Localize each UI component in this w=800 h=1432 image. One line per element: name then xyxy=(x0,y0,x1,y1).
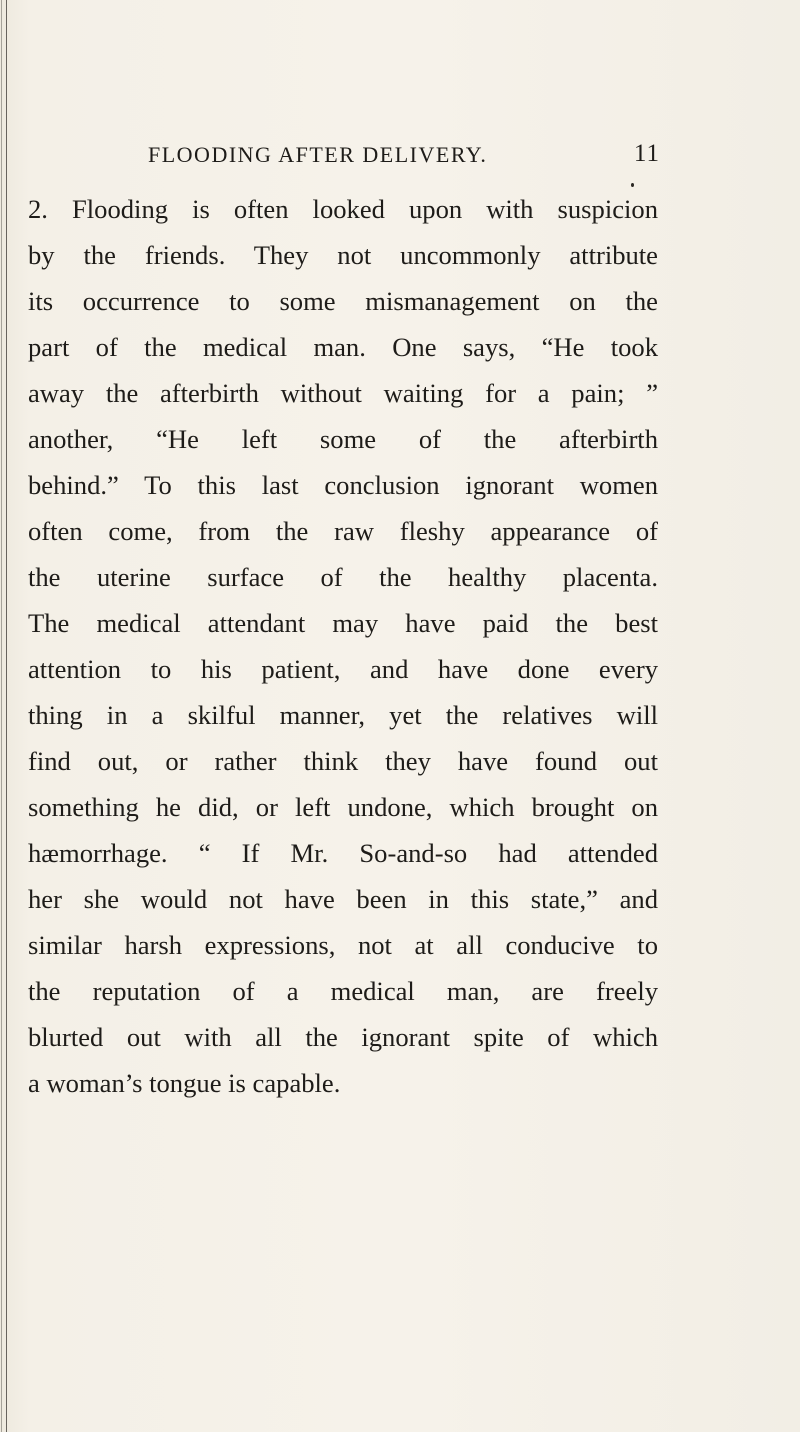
text-line: a woman’s tongue is capable. xyxy=(28,1068,341,1098)
running-head xyxy=(148,142,660,172)
text-line: part of the medical man. One says, “He took xyxy=(28,332,658,362)
text-line: The medical attendant may have paid the best xyxy=(28,608,658,638)
text-line: attention to his patient, and have done every xyxy=(28,654,658,684)
page-edge-line xyxy=(6,0,7,1432)
text-line: 2. Flooding is often looked upon with suspicion xyxy=(28,194,658,224)
text-line: behind.” To this last conclusion ignorant women xyxy=(28,470,658,500)
text-line: often come, from the raw fleshy appearance of xyxy=(28,516,658,546)
text-line: something he did, or left undone, which brought on xyxy=(28,792,658,822)
text-line: thing in a skilful manner, yet the relatives will xyxy=(28,700,658,730)
text-line: similar harsh expressions, not at all conducive to xyxy=(28,930,658,960)
text-line: the uterine surface of the healthy placenta. xyxy=(28,562,658,592)
text-line: blurted out with all the ignorant spite of which xyxy=(28,1022,658,1052)
text-line: another, “He left some of the afterbirth xyxy=(28,424,658,454)
text-line: by the friends. They not uncommonly attribute xyxy=(28,240,658,270)
page-edge-line xyxy=(1,0,2,1432)
text-line: its occurrence to some mismanagement on the xyxy=(28,286,658,316)
text-line: the reputation of a medical man, are freely xyxy=(28,976,658,1006)
page-number: 11 xyxy=(633,140,660,167)
text-line: find out, or rather think they have found out xyxy=(28,746,658,776)
text-line: her she would not have been in this state,” and xyxy=(28,884,658,914)
text-line: hæmorrhage. “ If Mr. So-and-so had attended xyxy=(28,838,658,868)
body-paragraph xyxy=(28,186,658,1106)
running-head-title: FLOODING AFTER DELIVERY. xyxy=(148,142,488,167)
text-line: away the afterbirth without waiting for a pain; ” xyxy=(28,378,658,408)
